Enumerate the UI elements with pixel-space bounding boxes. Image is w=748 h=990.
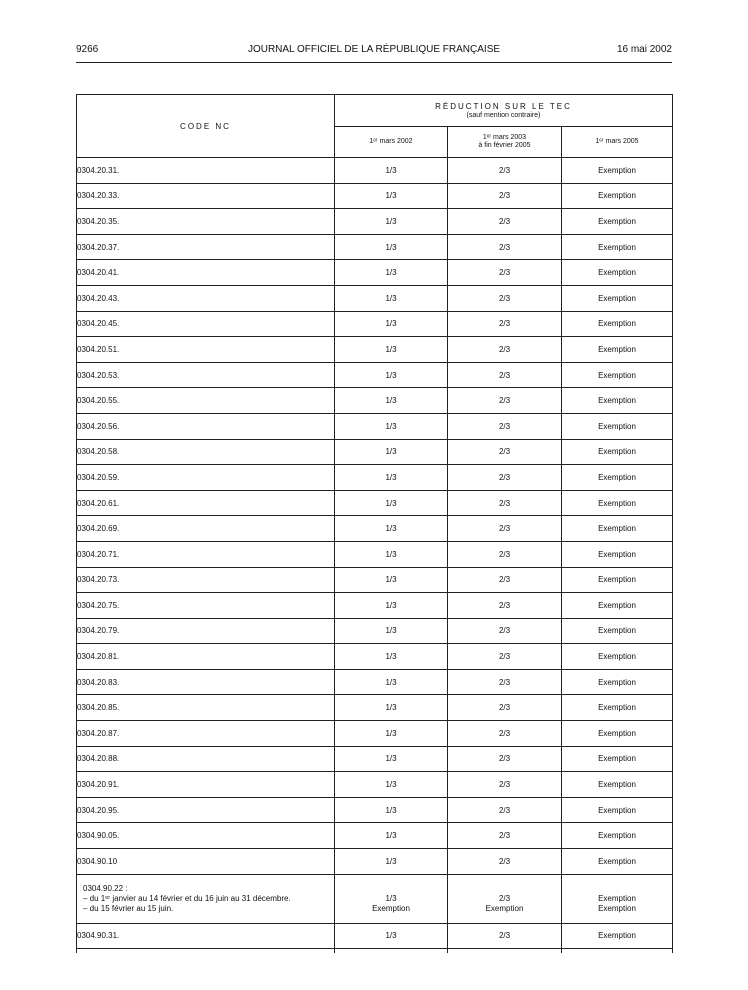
code-cell: 0304.20.35. xyxy=(77,209,335,235)
special-v1a: 1/3 xyxy=(385,893,397,903)
table-row xyxy=(77,823,673,849)
special-v2-cell xyxy=(448,874,562,923)
value-2005-cell: Exemption xyxy=(562,209,673,235)
code-cell: 0304.20.81. xyxy=(77,644,335,670)
value-2002-cell: 1/3 xyxy=(335,285,448,311)
code-cell: 0304.20.33. xyxy=(77,183,335,209)
value-2003-cell: 2/3 xyxy=(448,234,562,260)
value-2005-cell: Exemption xyxy=(562,465,673,491)
table-continuation xyxy=(77,949,673,954)
code-cell: 0304.20.61. xyxy=(77,490,335,516)
value-2003-cell: 2/3 xyxy=(448,849,562,875)
code-cell: 0304.20.45. xyxy=(77,311,335,337)
code-cell: 0304.20.41. xyxy=(77,260,335,286)
value-2002-cell: 1/3 xyxy=(335,772,448,798)
code-cell: 0304.20.83. xyxy=(77,669,335,695)
value-2002-cell: 1/3 xyxy=(335,593,448,619)
value-2003-cell: 2/3 xyxy=(448,567,562,593)
code-cell: 0304.20.37. xyxy=(77,234,335,260)
code-cell: 0304.20.69. xyxy=(77,516,335,542)
column-header-2005: 1ᵉʳ mars 2005 xyxy=(562,127,673,158)
code-cell: 0304.20.31. xyxy=(77,158,335,184)
value-2002-cell: 1/3 xyxy=(335,618,448,644)
code-cell: 0304.20.43. xyxy=(77,285,335,311)
value-2005-cell: Exemption xyxy=(562,593,673,619)
code-cell: 0304.90.05. xyxy=(77,823,335,849)
value-2005-cell: Exemption xyxy=(562,923,673,949)
value-2005-cell: Exemption xyxy=(562,260,673,286)
code-cell: 0304.20.55. xyxy=(77,388,335,414)
value-2003-cell: 2/3 xyxy=(448,388,562,414)
value-2005-cell: Exemption xyxy=(562,746,673,772)
code-cell: 0304.20.73. xyxy=(77,567,335,593)
value-2003-cell: 2/3 xyxy=(448,260,562,286)
code-cell: 0304.20.56. xyxy=(77,413,335,439)
table-row xyxy=(77,158,673,184)
table-row xyxy=(77,388,673,414)
special-code-cell xyxy=(77,874,335,923)
value-2002-cell: 1/3 xyxy=(335,158,448,184)
value-2005-cell: Exemption xyxy=(562,285,673,311)
reduction-subtitle: (sauf mention contraire) xyxy=(466,111,541,119)
special-line2: – du 15 février au 15 juin. xyxy=(83,903,174,913)
value-2005-cell: Exemption xyxy=(562,541,673,567)
value-2003-cell: 2/3 xyxy=(448,618,562,644)
table-row xyxy=(77,311,673,337)
issue-date: 16 mai 2002 xyxy=(616,44,672,55)
value-2003-cell: 2/3 xyxy=(448,337,562,363)
value-2002-cell: 1/3 xyxy=(335,797,448,823)
value-2003-cell: 2/3 xyxy=(448,541,562,567)
value-2002-cell: 1/3 xyxy=(335,311,448,337)
special-line1: – du 1ᵉʳ janvier au 14 février et du 16 juin au 31 décembre. xyxy=(83,893,291,903)
value-2003-cell: 2/3 xyxy=(448,721,562,747)
table-row xyxy=(77,285,673,311)
code-cell: 0304.20.75. xyxy=(77,593,335,619)
value-2002-cell: 1/3 xyxy=(335,234,448,260)
value-2002-cell: 1/3 xyxy=(335,721,448,747)
table-row xyxy=(77,260,673,286)
special-code: 0304.90.22 : xyxy=(83,883,128,893)
value-2005-cell: Exemption xyxy=(562,362,673,388)
value-2003-cell: 2/3 xyxy=(448,923,562,949)
code-cell: 0304.20.95. xyxy=(77,797,335,823)
table-row xyxy=(77,413,673,439)
code-cell: 0304.20.87. xyxy=(77,721,335,747)
value-2003-cell: 2/3 xyxy=(448,209,562,235)
special-v1-cell xyxy=(335,874,448,923)
code-cell: 0304.20.59. xyxy=(77,465,335,491)
table-row xyxy=(77,695,673,721)
value-2005-cell: Exemption xyxy=(562,516,673,542)
value-2003-cell: 2/3 xyxy=(448,311,562,337)
value-2003-cell: 2/3 xyxy=(448,772,562,798)
value-2005-cell: Exemption xyxy=(562,797,673,823)
value-2002-cell: 1/3 xyxy=(335,849,448,875)
value-2002-cell: 1/3 xyxy=(335,413,448,439)
table-row xyxy=(77,439,673,465)
value-2005-cell: Exemption xyxy=(562,849,673,875)
page-number: 9266 xyxy=(76,44,99,55)
table-row xyxy=(77,849,673,875)
value-2003-cell: 2/3 xyxy=(448,465,562,491)
table-row xyxy=(77,183,673,209)
value-2005-cell: Exemption xyxy=(562,823,673,849)
code-cell: 0304.20.91. xyxy=(77,772,335,798)
value-2003-cell: 2/3 xyxy=(448,669,562,695)
value-2003-cell: 2/3 xyxy=(448,797,562,823)
value-2005-cell: Exemption xyxy=(562,337,673,363)
value-2002-cell: 1/3 xyxy=(335,362,448,388)
value-2002-cell: 1/3 xyxy=(335,439,448,465)
special-v2a: 2/3 xyxy=(498,893,511,903)
value-2003-cell: 2/3 xyxy=(448,823,562,849)
special-v3b: Exemption xyxy=(598,903,636,913)
value-2005-cell: Exemption xyxy=(562,234,673,260)
value-2002-cell: 1/3 xyxy=(335,183,448,209)
value-2003-cell: 2/3 xyxy=(448,516,562,542)
code-cell: 0304.20.79. xyxy=(77,618,335,644)
value-2002-cell: 1/3 xyxy=(335,695,448,721)
value-2005-cell: Exemption xyxy=(562,721,673,747)
value-2005-cell: Exemption xyxy=(562,669,673,695)
value-2002-cell: 1/3 xyxy=(335,644,448,670)
value-2005-cell: Exemption xyxy=(562,567,673,593)
value-2002-cell: 1/3 xyxy=(335,260,448,286)
value-2002-cell: 1/3 xyxy=(335,209,448,235)
tariff-table xyxy=(76,94,673,953)
value-2003-cell: 2/3 xyxy=(448,158,562,184)
table-row xyxy=(77,516,673,542)
value-2003-cell: 2/3 xyxy=(448,644,562,670)
table-row xyxy=(77,337,673,363)
value-2003-cell: 2/3 xyxy=(448,183,562,209)
table-row xyxy=(77,797,673,823)
table-row xyxy=(77,644,673,670)
value-2002-cell: 1/3 xyxy=(335,541,448,567)
table-row xyxy=(77,362,673,388)
value-2005-cell: Exemption xyxy=(562,439,673,465)
value-2003-cell: 2/3 xyxy=(448,413,562,439)
code-cell: 0304.20.53. xyxy=(77,362,335,388)
value-2005-cell: Exemption xyxy=(562,311,673,337)
header-rule xyxy=(76,62,672,63)
journal-title: JOURNAL OFFICIEL DE LA RÉPUBLIQUE FRANÇAISE xyxy=(247,44,501,55)
code-cell: 0304.90.10 xyxy=(77,849,335,875)
code-cell: 0304.20.51. xyxy=(77,337,335,363)
special-v3-cell xyxy=(562,874,673,923)
table-row xyxy=(77,669,673,695)
value-2002-cell: 1/3 xyxy=(335,567,448,593)
page-header xyxy=(76,44,672,58)
value-2002-cell: 1/3 xyxy=(335,823,448,849)
value-2005-cell: Exemption xyxy=(562,644,673,670)
table-row xyxy=(77,209,673,235)
value-2005-cell: Exemption xyxy=(562,772,673,798)
code-cell: 0304.20.85. xyxy=(77,695,335,721)
value-2005-cell: Exemption xyxy=(562,618,673,644)
column-header-code: CODE NC xyxy=(77,95,335,158)
special-v2b: Exemption xyxy=(485,903,524,913)
col-2003-line1: 1ᵉʳ mars 2003 xyxy=(482,134,527,141)
code-cell: 0304.20.88. xyxy=(77,746,335,772)
value-2003-cell: 2/3 xyxy=(448,439,562,465)
value-2002-cell: 1/3 xyxy=(335,388,448,414)
value-2005-cell: Exemption xyxy=(562,413,673,439)
table-row xyxy=(77,746,673,772)
column-group-reduction xyxy=(335,95,673,127)
value-2003-cell: 2/3 xyxy=(448,362,562,388)
value-2005-cell: Exemption xyxy=(562,183,673,209)
value-2005-cell: Exemption xyxy=(562,490,673,516)
code-cell: 0304.20.71. xyxy=(77,541,335,567)
value-2005-cell: Exemption xyxy=(562,158,673,184)
value-2002-cell: 1/3 xyxy=(335,669,448,695)
special-v3a: Exemption xyxy=(598,893,636,903)
table-row xyxy=(77,234,673,260)
table-row xyxy=(77,721,673,747)
value-2003-cell: 2/3 xyxy=(448,746,562,772)
column-header-2003 xyxy=(448,127,562,158)
code-cell: 0304.20.58. xyxy=(77,439,335,465)
table-row xyxy=(77,465,673,491)
value-2002-cell: 1/3 xyxy=(335,337,448,363)
special-v1b: Exemption xyxy=(372,903,410,913)
table-row xyxy=(77,567,673,593)
value-2002-cell: 1/3 xyxy=(335,746,448,772)
col-2003-line2: à fin février 2005 xyxy=(478,142,531,149)
value-2005-cell: Exemption xyxy=(562,388,673,414)
table-row-special xyxy=(77,874,673,923)
value-2002-cell: 1/3 xyxy=(335,923,448,949)
reduction-title: RÉDUCTION SUR LE TEC xyxy=(435,101,572,111)
code-cell: 0304.90.31. xyxy=(77,923,335,949)
table-row xyxy=(77,541,673,567)
value-2003-cell: 2/3 xyxy=(448,695,562,721)
table-row-last xyxy=(77,923,673,949)
table-row xyxy=(77,618,673,644)
value-2003-cell: 2/3 xyxy=(448,285,562,311)
value-2003-cell: 2/3 xyxy=(448,490,562,516)
table-row xyxy=(77,593,673,619)
value-2002-cell: 1/3 xyxy=(335,465,448,491)
value-2005-cell: Exemption xyxy=(562,695,673,721)
value-2002-cell: 1/3 xyxy=(335,490,448,516)
column-header-2002: 1ᵉʳ mars 2002 xyxy=(335,127,448,158)
table-row xyxy=(77,490,673,516)
value-2003-cell: 2/3 xyxy=(448,593,562,619)
value-2002-cell: 1/3 xyxy=(335,516,448,542)
table-row xyxy=(77,772,673,798)
